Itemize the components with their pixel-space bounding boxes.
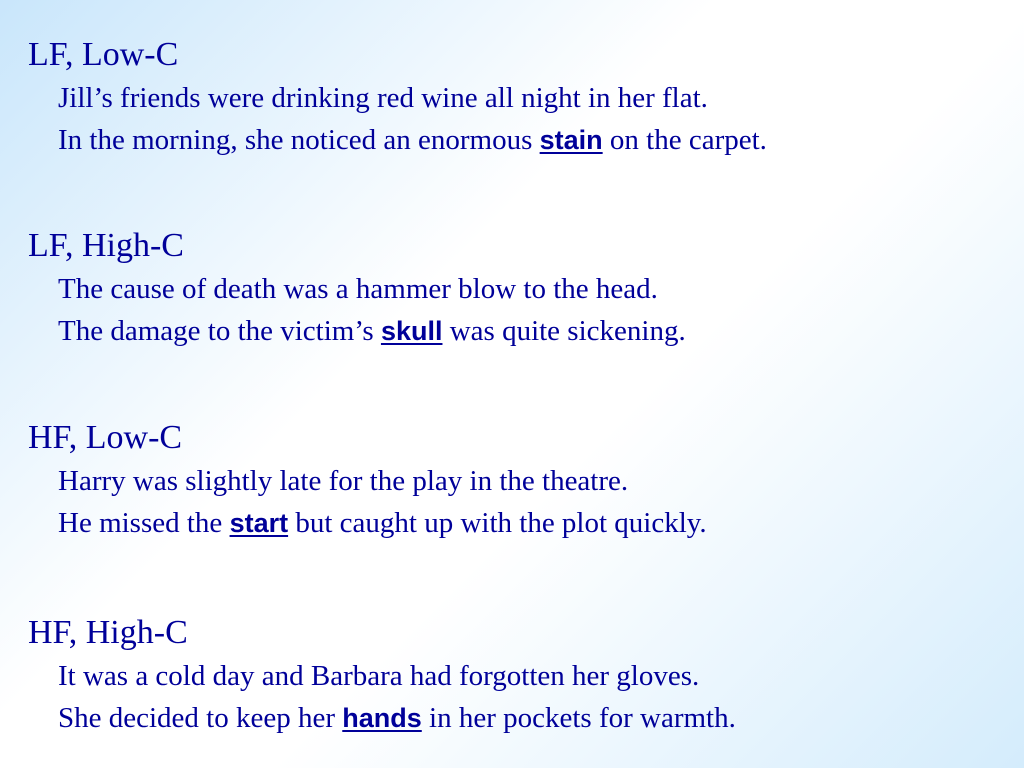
target-sentence-end: but caught up with the plot quickly.: [288, 507, 707, 539]
target-sentence-start: In the morning, she noticed an enormous: [58, 124, 540, 156]
section-heading: HF, High-C: [28, 614, 188, 651]
target-sentence-end: was quite sickening.: [442, 315, 686, 347]
target-word: hands: [342, 703, 422, 733]
section-heading: HF, Low-C: [28, 419, 183, 456]
target-word: start: [229, 508, 289, 538]
target-word: stain: [539, 125, 603, 155]
target-sentence: [58, 506, 707, 540]
target-sentence-start: He missed the: [58, 507, 230, 539]
target-sentence-start: The damage to the victim’s: [58, 315, 381, 347]
section-heading: LF, Low-C: [28, 36, 179, 73]
target-sentence-start: She decided to keep her: [58, 702, 343, 734]
target-sentence: [58, 314, 686, 348]
context-sentence: Jill’s friends were drinking red wine all night in her flat.: [58, 82, 708, 114]
target-sentence-end: on the carpet.: [602, 124, 767, 156]
section-heading: LF, High-C: [28, 227, 184, 264]
target-sentence: [58, 701, 736, 735]
context-sentence: The cause of death was a hammer blow to the head.: [58, 273, 658, 305]
target-word: skull: [380, 316, 443, 346]
context-sentence: It was a cold day and Barbara had forgotten her gloves.: [58, 660, 700, 692]
target-sentence: [58, 123, 767, 157]
context-sentence: Harry was slightly late for the play in the theatre.: [58, 465, 629, 497]
target-sentence-end: in her pockets for warmth.: [421, 702, 736, 734]
